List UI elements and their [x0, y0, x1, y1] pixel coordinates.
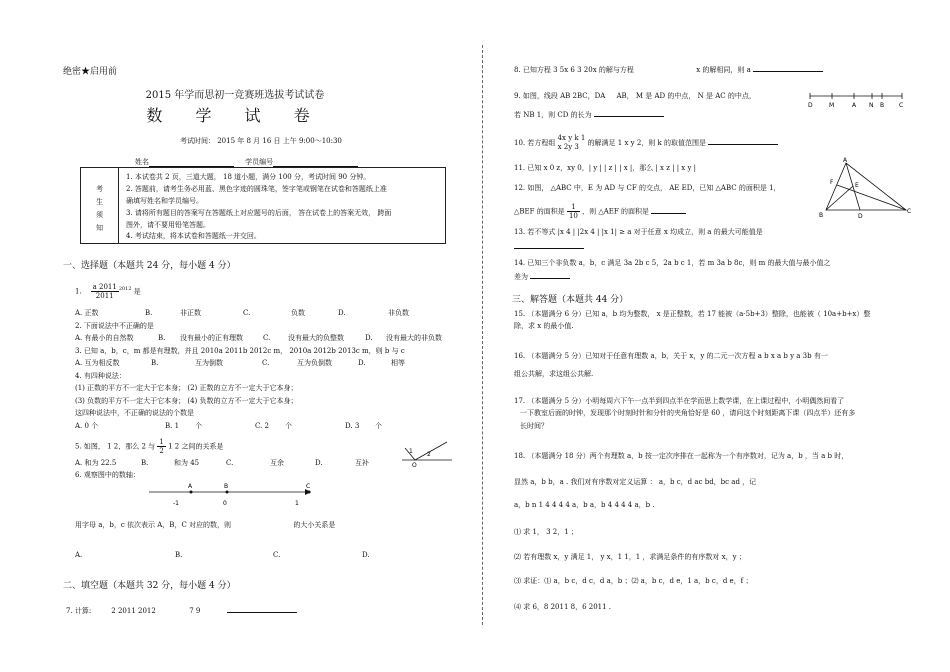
q4-opt-c-label[interactable]: C. 2: [255, 422, 270, 430]
q17-line-3: 长时间？: [520, 422, 548, 430]
q6-compare: [75, 520, 335, 530]
q7-answer-blank[interactable]: [227, 605, 297, 613]
question-6: 6. 观察图中的数轴：: [75, 471, 140, 479]
notice-item: 2. 答题前，请考生务必用蓝、黑色字迹的圆珠笔，签字笔或钢笔在试卷和答题纸上准: [126, 185, 387, 193]
q1-suffix: 是: [133, 287, 141, 296]
notice-head-1: 考: [96, 185, 103, 193]
q1-prefix: 1.: [75, 287, 82, 296]
question-15: 15. （本题满分 6 分）已知 a，b 均为整数， x 是正整数，若 17 能被（a-5b+3）整除，也能被（ 10a+b+x）整: [514, 310, 871, 318]
q10-answer-blank[interactable]: [708, 137, 778, 145]
axis-point-c: [308, 491, 311, 494]
q1-opt-d[interactable]: 非负数: [388, 309, 409, 317]
notice-item: 图外，请不要用铅笔答题。: [126, 221, 210, 229]
q13-answer-row: [514, 241, 584, 252]
left-column: [0, 0, 470, 672]
question-12: 12. 如图， △ABC 中，E 为 AD 与 CF 的交点， AE ED，已知 △ABC 的面积是 1，: [514, 184, 781, 192]
notice-head-4: 知: [96, 224, 103, 232]
q10-eq2: x 2y 3: [557, 143, 579, 151]
q6-compare-text: 用字母 a，b，c 依次表示 A，B，C 对应的数，则: [75, 521, 232, 529]
q18-part-4: ⑷ 求 6，8 2011 8，6 2011 .: [514, 603, 612, 611]
q8-text-a: 8. 已知方程 3 5x 6 3 20x 的解与方程: [514, 66, 634, 74]
question-1: [75, 283, 141, 300]
axis-point-a: [190, 491, 193, 494]
q14-text-b: 差为: [514, 273, 528, 281]
triangle-label-e: E: [855, 182, 859, 189]
q5-opt-c-label[interactable]: C.: [226, 459, 234, 467]
notice-box: [80, 167, 446, 244]
question-4: 4. 有四种说法：: [75, 372, 126, 380]
q2-opt-c-label[interactable]: C.: [263, 334, 271, 342]
q18-part-1: ⑴ 求 1， 3 2，1 ；: [514, 528, 578, 536]
q3-opt-b[interactable]: 互为倒数: [195, 359, 223, 367]
q2-opt-a[interactable]: A. 有最小的自然数: [75, 334, 134, 342]
q5-text-b: 1 2 之间的关系是: [168, 442, 224, 451]
q3-opt-d[interactable]: 相等: [391, 359, 405, 367]
q9-text-b: AB， M 是 AD 的中点， N 是 AC 的中点，: [616, 92, 756, 100]
q18-part-3: ⑶ 求证：⑴ a，b c，d c，d a，b ；⑵ a，b c，d e，1 a，b c，d e，f ；: [514, 577, 753, 585]
q1-opt-c-label[interactable]: C.: [243, 309, 251, 317]
q8-text-b: x 的解相同，则 a: [696, 66, 751, 74]
column-divider: [482, 45, 483, 625]
q10-eq1: 4x y k 1: [557, 134, 586, 142]
q2-opt-d-label[interactable]: D.: [365, 334, 373, 342]
q2-opt-d[interactable]: 没有最大的非负数: [386, 334, 442, 342]
question-10: [514, 134, 778, 152]
q5-opt-d[interactable]: 互补: [355, 459, 369, 467]
q12-text-b: △BEF 的面积是: [514, 207, 565, 216]
q5-opt-c[interactable]: 互余: [270, 459, 284, 467]
triangle-label-b: B: [819, 212, 824, 219]
q9-text-a: 9. 如图，线段 AB 2BC，DA: [514, 92, 606, 100]
q2-opt-c[interactable]: 没有最大的负整数: [288, 334, 344, 342]
q12-text-c: ，则 △AEF 的面积是: [582, 207, 649, 216]
q6-compare-text-2: 的大小关系是: [293, 521, 336, 529]
triangle-be: [826, 186, 853, 210]
section-1-heading: 一、选择题（本题共 24 分，每小题 4 分）: [63, 261, 236, 271]
exam-time: 考试时间： 2015 年 8 月 16 日 上午 9:00～10:30: [180, 137, 342, 145]
q5-fraction: [157, 438, 165, 455]
q12-fraction: $\frac{1}{10}$: [568, 203, 578, 220]
q10-system: [558, 134, 586, 152]
question-17: 17. （本题满分 5 分）小明每周六下午一点半到四点半在学而思上数学课，在上课过程中，小明偶然间看了: [514, 397, 845, 405]
exam-subject: 数 学 试 卷: [146, 106, 324, 125]
name-field[interactable]: [149, 158, 234, 167]
q6-opt-c[interactable]: C.: [273, 551, 281, 559]
q4-statement-2: (3) 负数的平方不一定大于它本身； (4) 负数的立方不一定大于它本身；: [75, 397, 298, 405]
name-label: 姓名: [135, 158, 149, 166]
axis-label-b: B: [224, 483, 229, 490]
q9-text-c-label: 若 NB 1，则 CD 的长为: [514, 111, 592, 119]
name-bar: [135, 157, 358, 167]
question-3: 3. 已知 a，b，c，m 都是有理数，并且 2010a 2011b 2012c m， 2010a 2012b 2013c m，则 b 与 c: [75, 347, 405, 355]
axis-point-b: [226, 491, 229, 494]
segment-label-n: N: [869, 102, 874, 109]
axis-label-c: C: [306, 483, 311, 490]
q10-text-a: 10. 若方程组: [514, 139, 556, 147]
q3-opt-c-label[interactable]: C.: [262, 359, 270, 367]
q4-statement-3: 这四种说法中，不正确的说法的个数是: [75, 409, 194, 417]
section-2-heading: 二、填空题（本题共 32 分，每小题 4 分）: [63, 581, 236, 591]
q9-text-c: [514, 109, 664, 120]
q18-part-2: ⑵ 若有理数 x，y 满足 1， y x，1 1，1 ，求满足条件的有序数对 x，y ；: [514, 553, 746, 561]
notice-head-2: 生: [96, 198, 103, 206]
q17-line-2: 一下教室后面的时钟，发现那个时刻时针和分针的夹角恰好是 60 ，请问这个时刻距离下课（四点半）还有多: [520, 409, 856, 417]
q12-line-2: [514, 203, 686, 220]
q16-line-2: 组公共解，求这组公共解.: [514, 370, 594, 378]
question-8: [514, 64, 823, 75]
angle-label-1: 1: [409, 448, 413, 455]
student-no-label: 学员编号: [245, 158, 274, 166]
q12-answer-blank[interactable]: [651, 206, 686, 214]
triangle-figure: [818, 155, 913, 223]
q6-opt-b[interactable]: B.: [175, 551, 183, 559]
q5-text-a: 5. 如图， 1 2，那么 2 与: [75, 442, 156, 451]
number-axis-figure: [145, 480, 330, 515]
q14-line-2: [514, 271, 570, 282]
question-13: 13. 若不等式 |x 4 | |2x 4 | |x 1| ≥ a 对于任意 x 均成立，则 a 的最大可能值是: [514, 228, 763, 236]
segment-label-d: D: [808, 102, 813, 109]
q6-opt-d[interactable]: D.: [362, 551, 370, 559]
question-11: 11. 已知 x 0 z，xy 0，| y | | z | | x |，那么 | x z | | x y |: [514, 164, 697, 172]
q2-opt-b-label[interactable]: B.: [158, 334, 166, 342]
axis-tick-1: 1: [295, 500, 299, 507]
q1-opt-b-label[interactable]: B.: [145, 309, 153, 317]
segment-label-a: A: [852, 102, 857, 109]
angle-ray-top: [415, 442, 447, 460]
triangle-label-d: D: [858, 213, 863, 220]
q4-opt-c[interactable]: 个: [285, 422, 292, 430]
secret-label: 绝密★启用前: [63, 67, 118, 77]
q5-frac-n: 1: [159, 438, 164, 446]
notice-item: 确填写姓名和学员编号。: [126, 197, 203, 205]
q4-opt-d[interactable]: 个: [375, 422, 382, 430]
q3-opt-a[interactable]: A. 互为相反数: [75, 359, 120, 367]
notice-item: 3. 请将所有题目的答案写在答题纸上对应题号的后面， 答在试卷上的答案无效， 跨面: [126, 209, 392, 217]
section-3-heading: 三、解答题（本题共 44 分）: [512, 295, 629, 305]
question-2: 2. 下面说法中不正确的是: [75, 322, 154, 330]
q8-answer-blank[interactable]: [753, 64, 823, 72]
q4-opt-b[interactable]: 个: [195, 422, 202, 430]
q1-opt-a[interactable]: A. 正数: [75, 309, 99, 317]
q13-answer-blank[interactable]: [514, 241, 584, 249]
q1-opt-c[interactable]: 负数: [291, 309, 305, 317]
q4-statement-1: (1) 正数的平方不一定大于它本身； (2) 正数的立方不一定大于它本身；: [75, 384, 298, 392]
question-16: 16. （本题满分 5 分）已知对于任意有理数 a，b，关于 x，y 的二元一次方程 a b x a b y a 3b 有一: [514, 352, 828, 360]
q1-denominator: 2011: [95, 292, 114, 300]
notice-head-3: 须: [96, 211, 103, 219]
question-9: [514, 91, 756, 101]
axis-tick-0: 0: [223, 500, 227, 507]
segment-figure: [806, 88, 906, 110]
student-no-field[interactable]: [273, 158, 358, 167]
q4-opt-a[interactable]: A. 0 个: [75, 422, 99, 430]
axis-tick-neg1: -1: [173, 500, 179, 507]
triangle-cf: [837, 185, 906, 210]
q5-opt-d-label[interactable]: D.: [315, 459, 323, 467]
q4-opt-b-label[interactable]: B. 1: [165, 422, 180, 430]
question-18: 18. （本题满分 18 分）两个有理数 a，b 按一定次序排在一起称为一个有序数对，记为 a，b ，当 a b 时，: [514, 452, 849, 460]
q1-opt-b[interactable]: 非正数: [180, 309, 201, 317]
q10-text-b: 的解满足 1 x y 2，则 k 的取值范围是: [587, 139, 706, 147]
q18-line-2: 显然 a，b b，a . 我们对有序数对定义运算 ： a，b c，d ac bd，bc ad ，记: [514, 478, 757, 486]
q3-opt-b-label[interactable]: B.: [151, 359, 159, 367]
question-5: [75, 438, 223, 455]
q1-exponent: 2012: [118, 286, 132, 293]
q7-mid: 2 2011 2012: [111, 607, 156, 615]
q2-opt-b[interactable]: 没有最小的正有理数: [180, 334, 243, 342]
question-7: [66, 605, 297, 616]
q4-opt-d-label[interactable]: D. 3: [345, 422, 360, 430]
triangle-label-c: C: [907, 208, 912, 215]
q7-rest: 7 9: [189, 607, 201, 615]
angle-label-2: 2: [427, 451, 431, 458]
angle-label-o: O: [412, 462, 417, 468]
q5-opt-b[interactable]: 和为 45: [174, 459, 200, 467]
triangle-abc: [826, 163, 906, 210]
q1-opt-d-label[interactable]: D.: [338, 309, 346, 317]
angle-figure: [397, 440, 457, 468]
q5-opt-b-label[interactable]: B.: [141, 459, 149, 467]
q3-opt-d-label[interactable]: D.: [358, 359, 366, 367]
triangle-label-f: F: [830, 179, 834, 186]
q3-opt-c[interactable]: 互为负倒数: [297, 359, 332, 367]
q5-opt-a[interactable]: A. 和为 22.5: [75, 459, 117, 467]
q14-answer-blank[interactable]: [530, 271, 570, 279]
segment-label-c: C: [899, 102, 904, 109]
notice-head: [81, 168, 119, 243]
q6-opt-a[interactable]: A.: [75, 551, 83, 559]
axis-label-a: A: [188, 483, 193, 490]
triangle-label-a: A: [843, 157, 848, 164]
q18-line-3: a，b n 1 4 4 4 4 a，b a，b 4 4 4 4 a，b .: [514, 501, 655, 509]
segment-label-b: B: [880, 102, 885, 109]
q5-frac-d: 2: [159, 447, 164, 455]
right-column: [488, 0, 950, 672]
question-14: 14. 已知三个非负数 a，b，c 满足 3a 2b c 5，2a b c 1，若 m 3a b 8c，则 m 的最大值与最小值之: [514, 259, 831, 267]
notice-item: 4. 考试结束，将本试卷和答题纸一并交回。: [126, 232, 261, 240]
notice-item: 1. 本试卷共 2 页，三道大题， 18 道小题，满分 100 分，考试时间 90 分钟。: [126, 173, 371, 181]
segment-label-m: M: [829, 102, 835, 109]
q1-fraction: [91, 283, 119, 300]
q15-line-2: 除，求 x 的最小值.: [514, 322, 574, 330]
q1-numerator: a 2011: [92, 283, 117, 291]
q7-label: 7. 计算:: [66, 607, 92, 615]
exam-title: 2015 年学而思初一竞赛班选拔考试试卷: [145, 90, 325, 101]
q9-answer-blank[interactable]: [594, 109, 664, 117]
